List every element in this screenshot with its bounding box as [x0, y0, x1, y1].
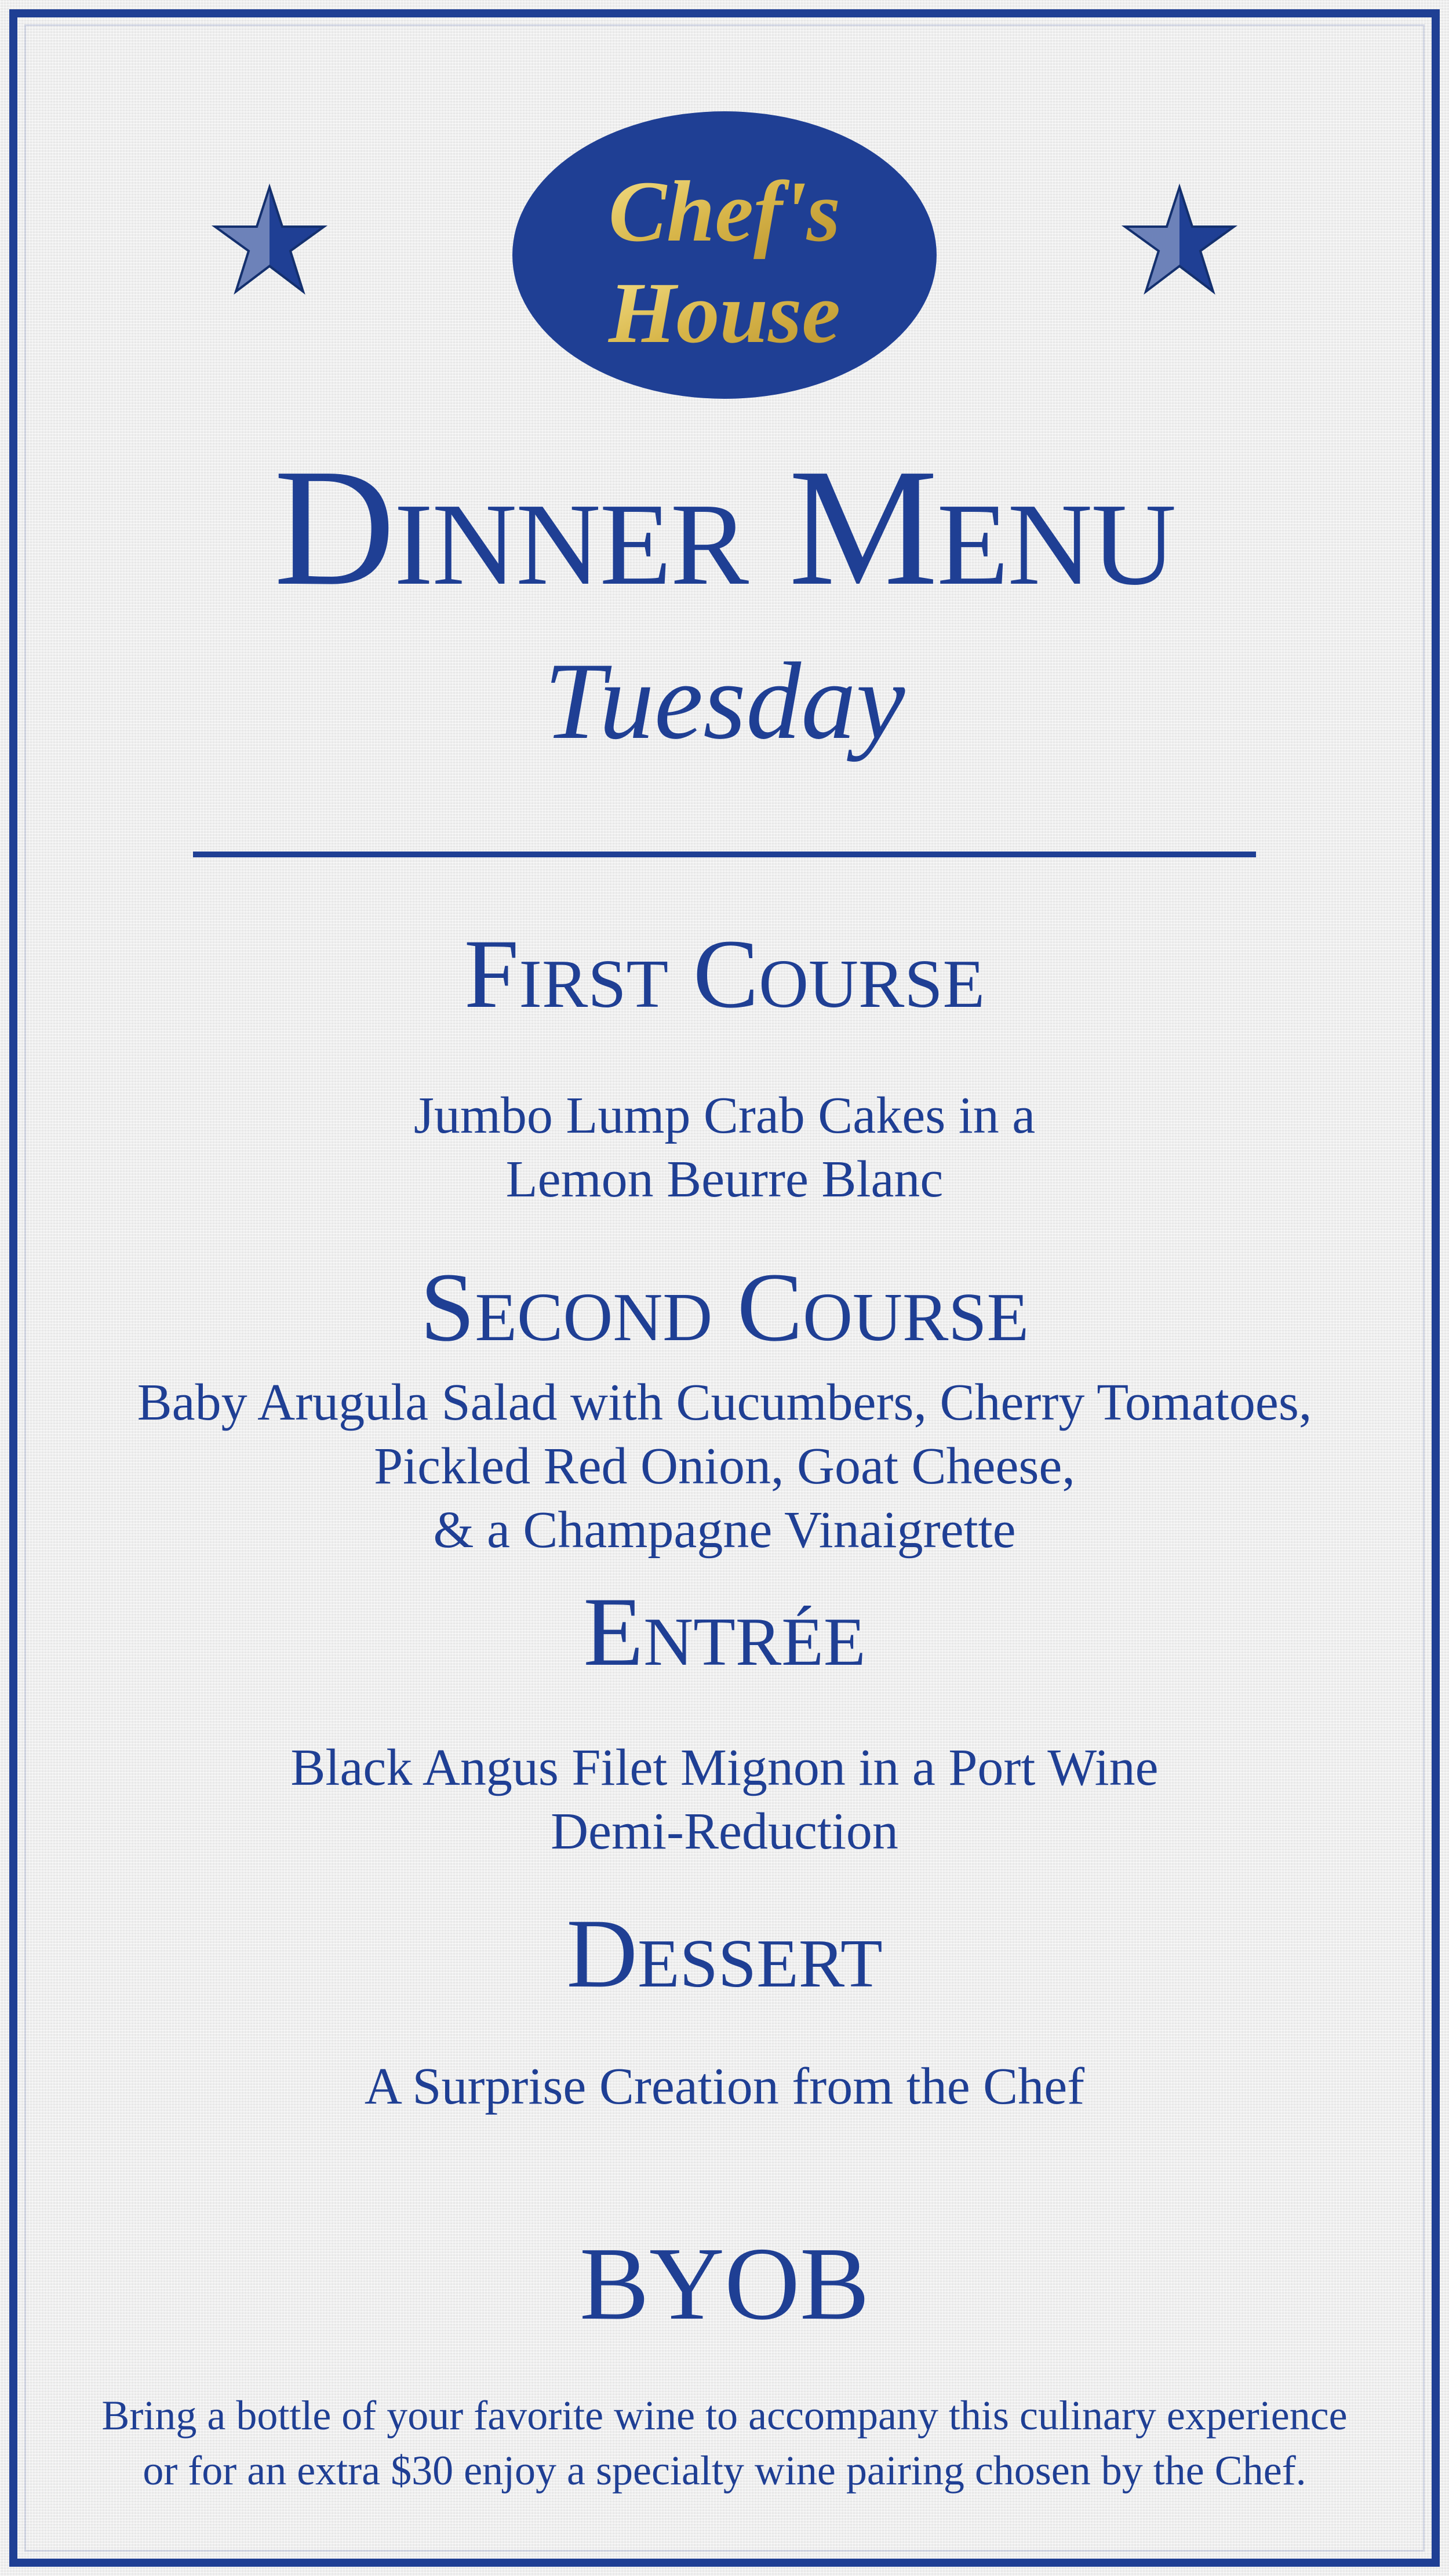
description-line: Lemon Beurre Blanc	[505, 1151, 944, 1208]
description-line: Demi-Reduction	[551, 1803, 898, 1860]
description-line: A Surprise Creation from the Chef	[364, 2058, 1085, 2115]
logo-line2: House	[608, 265, 841, 361]
byob-heading: BYOB	[579, 2226, 870, 2341]
course-title: First Course	[464, 919, 985, 1028]
course-title: Dessert	[566, 1899, 883, 2008]
course-description	[0, 1084, 1449, 1211]
description-line: Pickled Red Onion, Goat Cheese,	[374, 1438, 1075, 1495]
course-title: Second Course	[420, 1253, 1029, 1362]
description-line: Baby Arugula Salad with Cucumbers, Cherry Tomatoes,	[137, 1374, 1312, 1431]
course-title: Entrée	[583, 1577, 866, 1686]
menu-title: Dinner Menu	[274, 434, 1175, 620]
course-description	[0, 1371, 1449, 1562]
description-line: Jumbo Lump Crab Cakes in a	[413, 1087, 1036, 1144]
star-icon	[1122, 183, 1237, 299]
course-description	[0, 1736, 1449, 1864]
divider	[193, 852, 1256, 857]
description-line: & a Champagne Vinaigrette	[433, 1501, 1016, 1559]
note-line: Bring a bottle of your favorite wine to accompany this culinary experience	[101, 2392, 1348, 2439]
menu-day: Tuesday	[544, 641, 905, 762]
star-icon	[212, 183, 327, 299]
course-description	[0, 2055, 1449, 2119]
restaurant-logo	[511, 110, 938, 400]
logo-line1: Chef's	[608, 163, 841, 260]
byob-note	[0, 2388, 1449, 2498]
note-line: or for an extra $30 enjoy a specialty wine pairing chosen by the Chef.	[143, 2447, 1306, 2494]
description-line: Black Angus Filet Mignon in a Port Wine	[290, 1739, 1159, 1796]
